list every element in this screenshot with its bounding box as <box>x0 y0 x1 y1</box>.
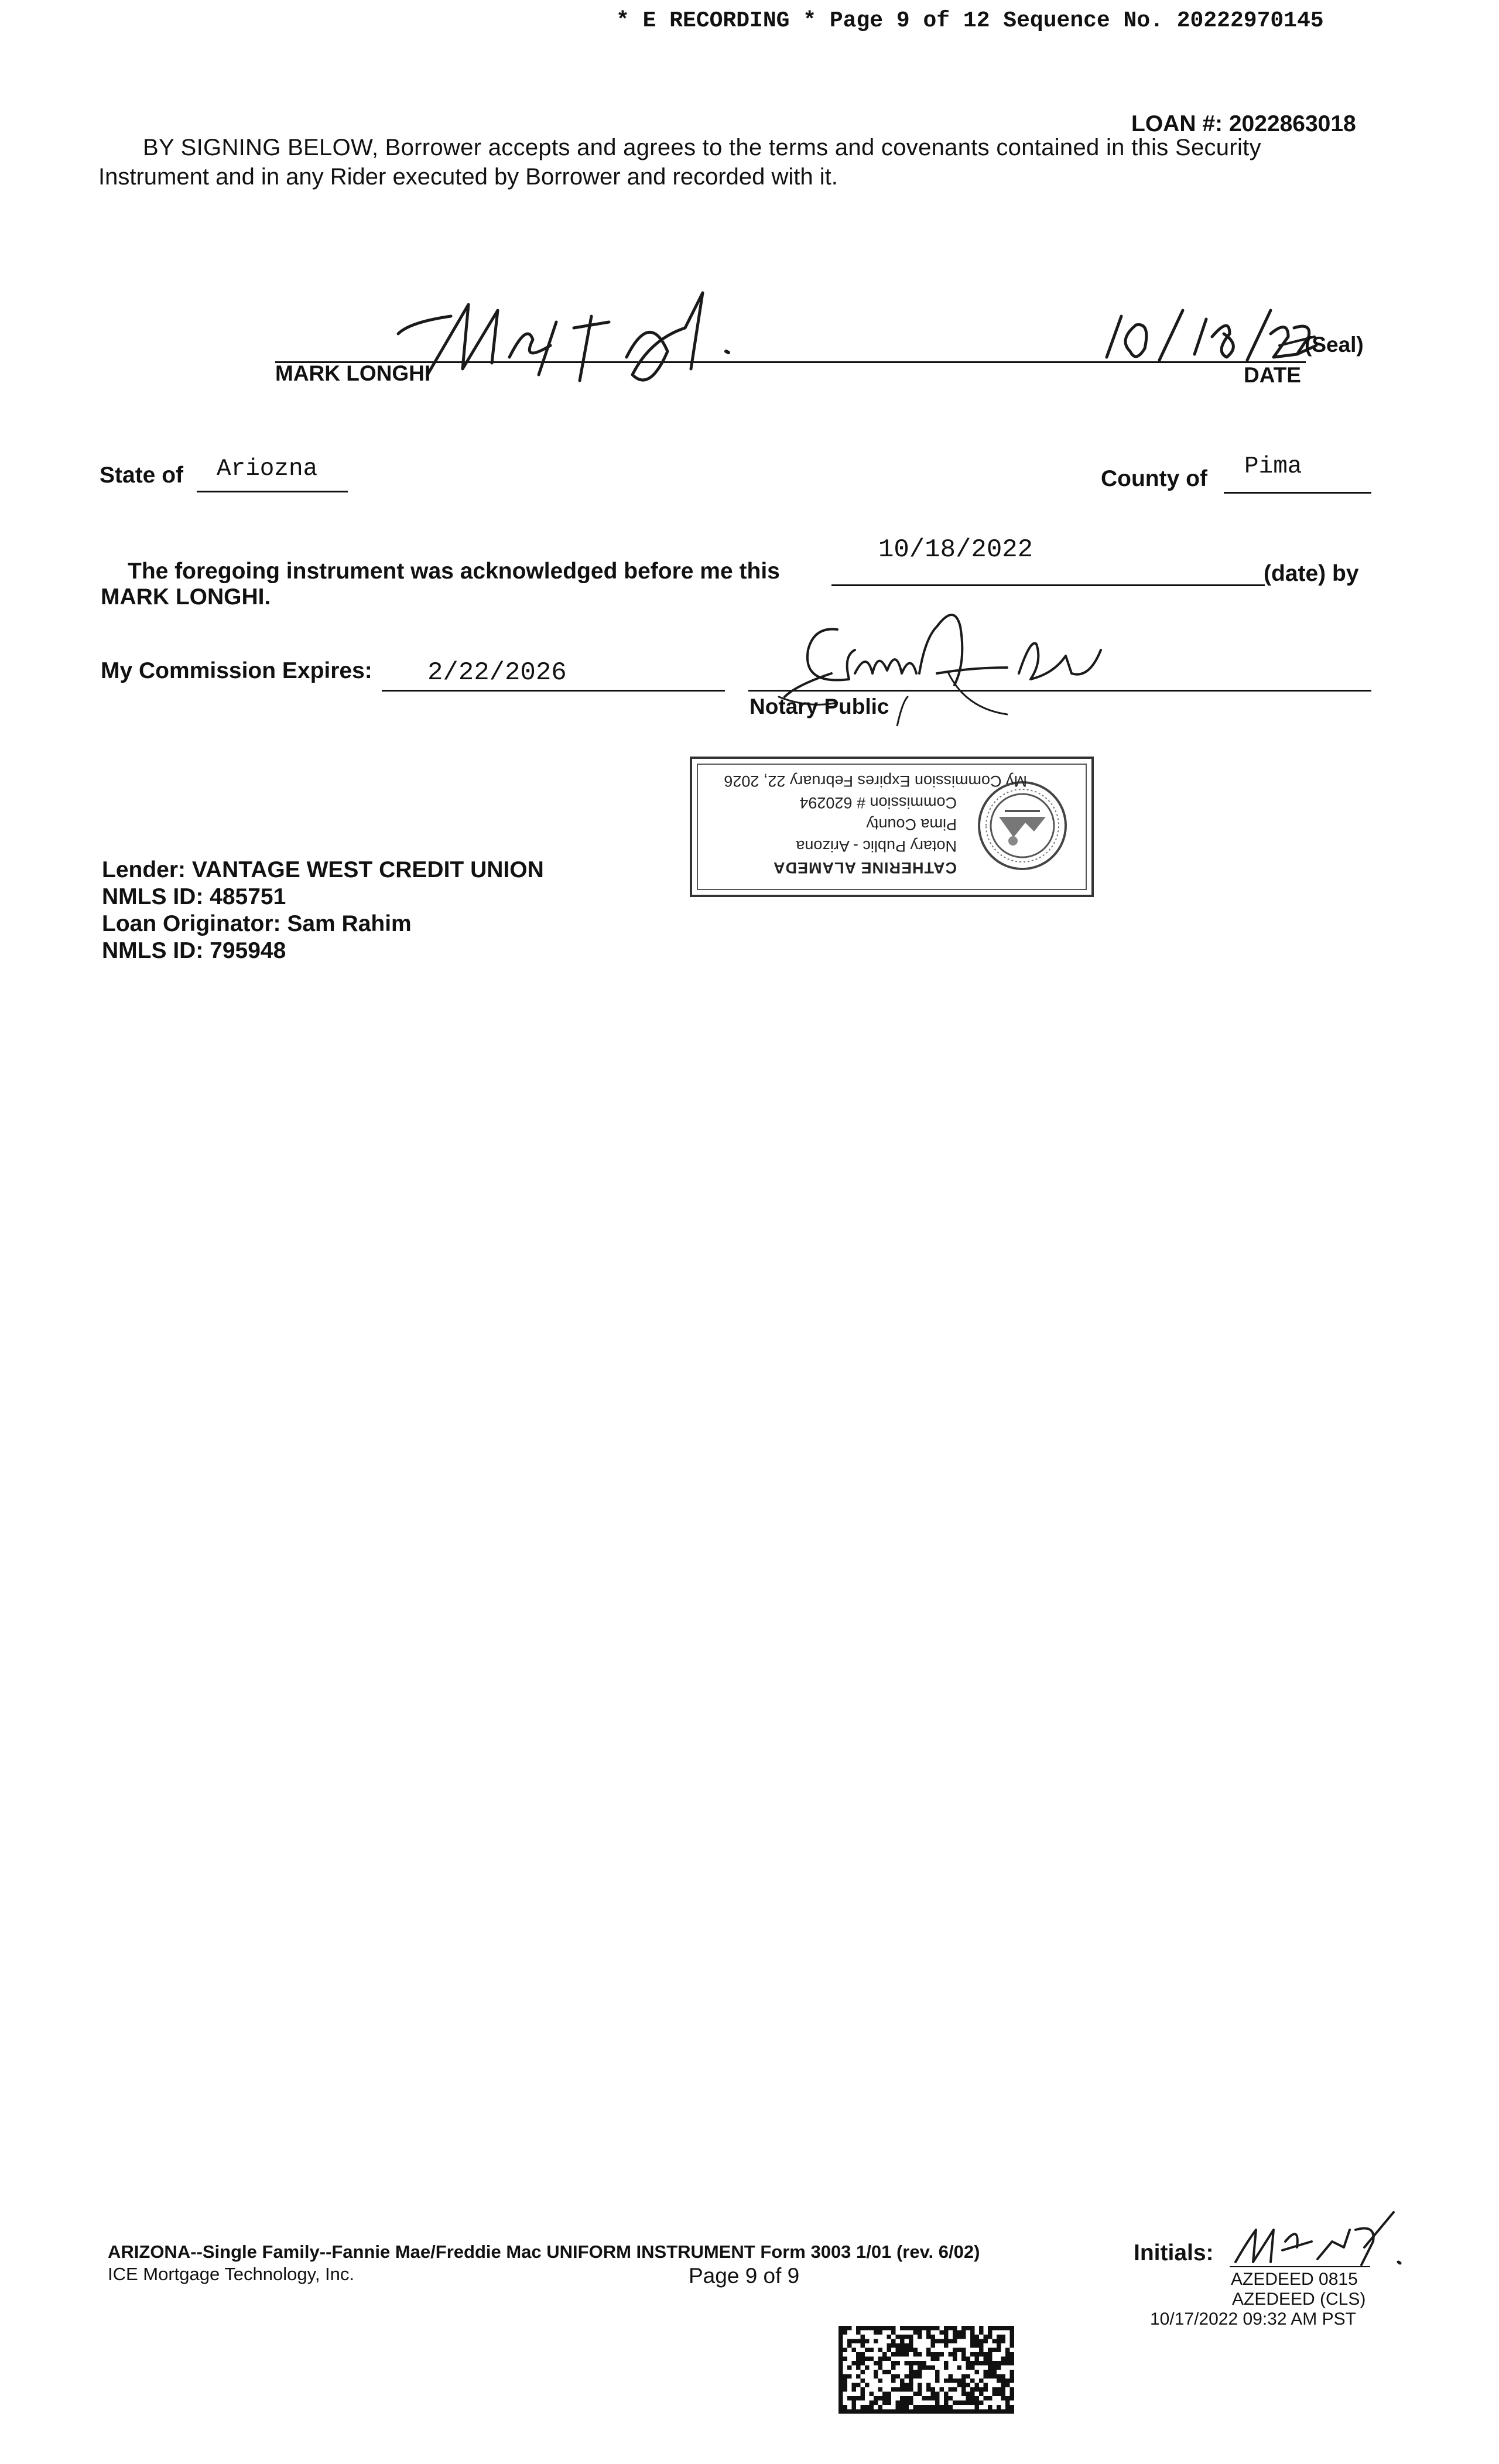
initials-label: Initials: <box>1134 2240 1214 2265</box>
acknowledgment-date-suffix: (date) by <box>1264 561 1359 586</box>
stamp-title: Notary Public - Arizona <box>796 837 957 855</box>
commission-value: 2/22/2026 <box>427 658 567 687</box>
stamp-county: Pima County <box>866 816 957 833</box>
seal-label: (Seal) <box>1305 333 1364 357</box>
commission-label: My Commission Expires: <box>101 658 372 683</box>
notary-public-label: Notary Public <box>750 694 889 718</box>
acknowledgment-text-line-2: MARK LONGHI. <box>101 584 271 610</box>
software-company: ICE Mortgage Technology, Inc. <box>108 2264 355 2284</box>
stamp-commission-number: Commission # 620294 <box>799 794 957 812</box>
form-code-2: AZEDEED (CLS) <box>1232 2290 1366 2309</box>
notary-stamp <box>690 757 1094 897</box>
date-label: DATE <box>1244 363 1301 387</box>
borrower-date-handwritten <box>1095 304 1317 369</box>
loan-number: LOAN #: 2022863018 <box>1131 111 1356 136</box>
state-underline <box>197 491 348 492</box>
initials-line <box>1230 2266 1370 2267</box>
state-seal-icon <box>976 779 1069 872</box>
barcode-icon <box>839 2326 1014 2414</box>
state-value: Ariozna <box>217 456 318 482</box>
originator-nmls: NMLS ID: 795948 <box>102 938 286 963</box>
county-value: Pima <box>1244 453 1302 480</box>
commission-underline <box>382 690 725 692</box>
acknowledgment-text-line-1: The foregoing instrument was acknowledged before me this <box>128 559 780 584</box>
stamp-expiration: My Commission Expires February 22, 2026 <box>724 772 1027 790</box>
page-number: Page 9 of 9 <box>689 2264 800 2288</box>
lender-nmls: NMLS ID: 485751 <box>102 884 286 909</box>
intro-line-1: BY SIGNING BELOW, Borrower accepts and agrees to the terms and covenants contained in this Security <box>143 135 1261 160</box>
loan-originator: Loan Originator: Sam Rahim <box>102 911 412 936</box>
recording-header: * E RECORDING * Page 9 of 12 Sequence No. 20222970145 <box>616 8 1324 33</box>
intro-line-2: Instrument and in any Rider executed by Borrower and recorded with it. <box>98 164 838 190</box>
acknowledgment-date: 10/18/2022 <box>878 535 1033 564</box>
form-code-1: AZEDEED 0815 <box>1231 2270 1358 2289</box>
borrower-name: MARK LONGHI <box>275 361 431 385</box>
county-underline <box>1224 492 1371 494</box>
lender-name: Lender: VANTAGE WEST CREDIT UNION <box>102 857 544 882</box>
state-label: State of <box>100 463 184 488</box>
print-timestamp: 10/17/2022 09:32 AM PST <box>1150 2309 1356 2329</box>
county-label: County of <box>1101 466 1207 491</box>
stamp-name: CATHERINE ALAMEDA <box>773 859 957 877</box>
form-identifier: ARIZONA--Single Family--Fannie Mae/Freddie Mac UNIFORM INSTRUMENT Form 3003 1/01 (rev. 6/02) <box>108 2241 980 2262</box>
borrower-signature <box>375 287 761 398</box>
